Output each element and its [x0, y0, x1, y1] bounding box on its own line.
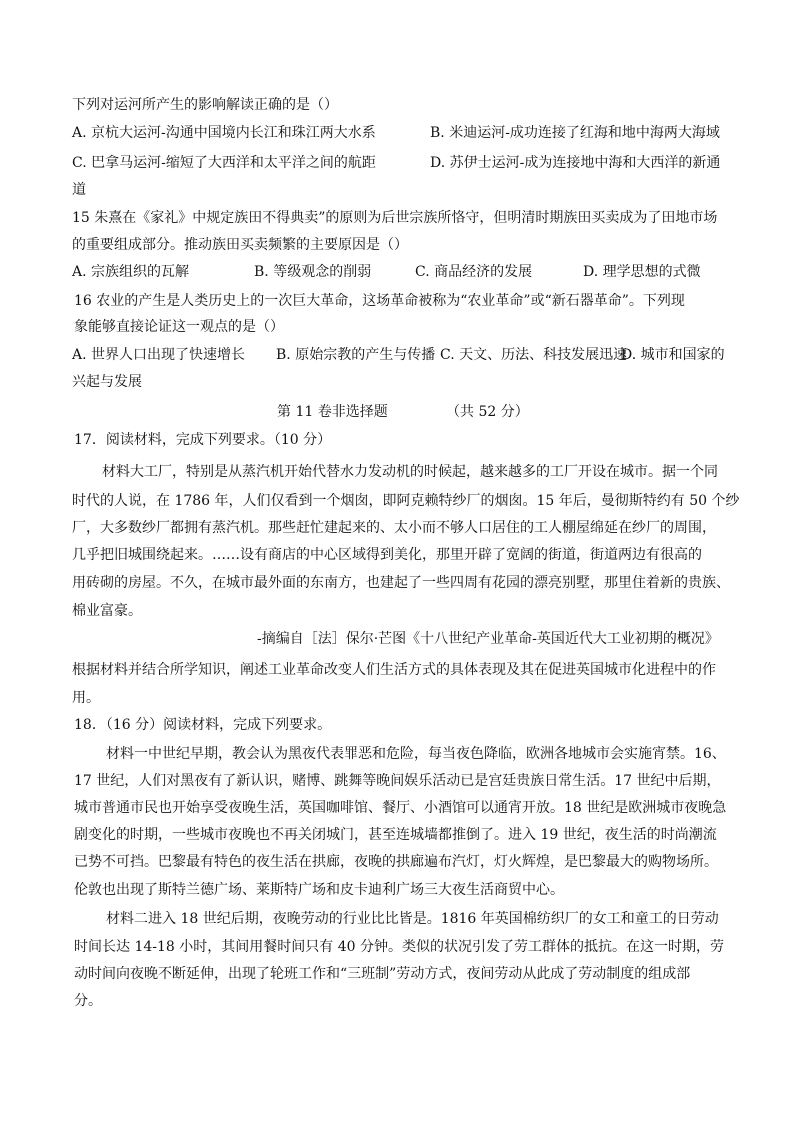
q17-requirement-cont: 用。: [72, 690, 100, 706]
q18-material1-line: 17 世纪，人们对黑夜有了新认识，赌博、跳舞等晚间娱乐活动已是宫廷贵族日常生活。17 世纪中后期，: [74, 773, 721, 789]
section-title: 第 11 卷非选择题: [277, 404, 388, 420]
q17-material-line: 时代的人说，在 1786 年，人们仅看到一个烟囱，即阿克赖特纱厂的烟囱。15 年后，曼彻斯特约有 50 个纱: [72, 493, 740, 509]
q18-material2-line: 时间长达 14-18 小时，其间用餐时间只有 40 分钟。类似的状况引发了劳工群体的抵抗。在这一时期，劳: [74, 939, 724, 955]
q16-stem-line2: 象能够直接论证这一观点的是（）: [74, 319, 284, 335]
q18-heading: 18．（16 分）阅读材料，完成下列要求。: [74, 717, 332, 733]
q14-option-d-cont: 道: [72, 182, 86, 198]
q17-requirement: 根据材料并结合所学知识，阐述工业革命改变人们生活方式的具体表现及其在促进英国城市化进程中的作: [72, 662, 716, 678]
q18-material1-line: 材料一中世纪早期，教会认为黑夜代表罪恶和危险，每当夜色降临，欧洲各地城市会实施宵禁。16、: [106, 746, 726, 762]
q18-material1-line: 剧变化的时期，一些城市夜晚也不再关闭城门，甚至连城墙都推倒了。进入 19 世纪，夜生活的时尚潮流: [74, 827, 717, 843]
q14-stem: 下列对运河所产生的影响解读正确的是（）: [72, 97, 338, 113]
q18-material1-line: 已势不可挡。巴黎最有特色的夜生活在拱廊，夜晚的拱廊遍布汽灯，灯火辉煌，是巴黎最大的购物场所。: [74, 854, 718, 870]
section-score: （共 52 分）: [446, 404, 529, 420]
q18-material2-line: 动时间向夜晚不断延伸，出现了轮班工作和“三班制”劳动方式，夜间劳动从此成了劳动制度的组成部: [74, 966, 691, 982]
q17-material-line: 几乎把旧城围绕起来。……设有商店的中心区域得到美化，那里开辟了宽阔的街道，街道两边有很高的: [72, 547, 702, 563]
q16-stem-line1: 16 农业的产生是人类历史上的一次巨大革命，这场革命被称为“农业革命”或“新石器革命”。下列现: [74, 293, 685, 309]
q18-material2-line: 材料二进入 18 世纪后期，夜晚劳动的行业比比皆是。1816 年英国棉纺织厂的女工和童工的日劳动: [106, 911, 719, 927]
q17-source: -摘编自［法］保尔·芒图《十八世纪产业革命-英国近代大工业初期的概况》: [257, 631, 719, 647]
q14-option-b: B. 米迪运河-成功连接了红海和地中海两大海域: [430, 125, 720, 141]
q14-option-a: A. 京杭大运河-沟通中国境内长江和珠江两大水系: [72, 125, 376, 141]
q17-heading: 17．阅读材料，完成下列要求。（10 分）: [74, 432, 332, 448]
q17-material-line: 棉业富豪。: [72, 603, 142, 619]
q17-material-line: 厂，大多数纱厂都拥有蒸汽机。那些赶忙建起来的、太小而不够人口居住的工人棚屋绵延在纱厂的周围，: [72, 520, 716, 536]
q16-option-c: C. 天文、历法、科技发展迅速: [440, 347, 628, 363]
q15-stem-line2: 的重要组成部分。推动族田买卖频繁的主要原因是（）: [72, 237, 408, 253]
q16-option-d: D. 城市和国家的: [621, 347, 725, 363]
q15-option-d: D. 理学思想的式微: [583, 264, 701, 280]
q14-option-d: D. 苏伊士运河-成为连接地中海和大西洋的新通: [430, 155, 721, 171]
q16-option-a: A. 世界人口出现了快速增长: [72, 347, 246, 363]
q15-option-a: A. 宗族组织的瓦解: [72, 264, 190, 280]
q17-material-line: 用砖砌的房屋。不久，在城市最外面的东南方，也建起了一些四周有花园的漂亮别墅，那里住着新的贵族、: [72, 575, 730, 591]
q18-material2-line: 分。: [74, 993, 102, 1009]
q18-material1-line: 伦敦也出现了斯特兰德广场、莱斯特广场和皮卡迪利广场三大夜生活商贸中心。: [74, 882, 564, 898]
q16-option-d-cont: 兴起与发展: [72, 374, 142, 390]
q16-option-b: B. 原始宗教的产生与传播: [276, 347, 436, 363]
q15-option-c: C. 商品经济的发展: [415, 264, 533, 280]
q18-material1-line: 城市普通市民也开始享受夜晚生活，英国咖啡馆、餐厅、小酒馆可以通宵开放。18 世纪是欧洲城市夜晚急: [74, 800, 727, 816]
q15-stem-line1: 15 朱熹在《家礼》中规定族田不得典卖”的原则为后世宗族所恪守，但明清时期族田买卖成为了田地市场: [72, 210, 718, 226]
q17-material-line: 材料大工厂，特别是从蒸汽机开始代替水力发动机的时候起，越来越多的工厂开设在城市。据一个同: [102, 464, 718, 480]
q14-option-c: C. 巴拿马运河-缩短了大西洋和太平洋之间的航距: [72, 155, 376, 171]
q15-option-b: B. 等级观念的削弱: [254, 264, 372, 280]
